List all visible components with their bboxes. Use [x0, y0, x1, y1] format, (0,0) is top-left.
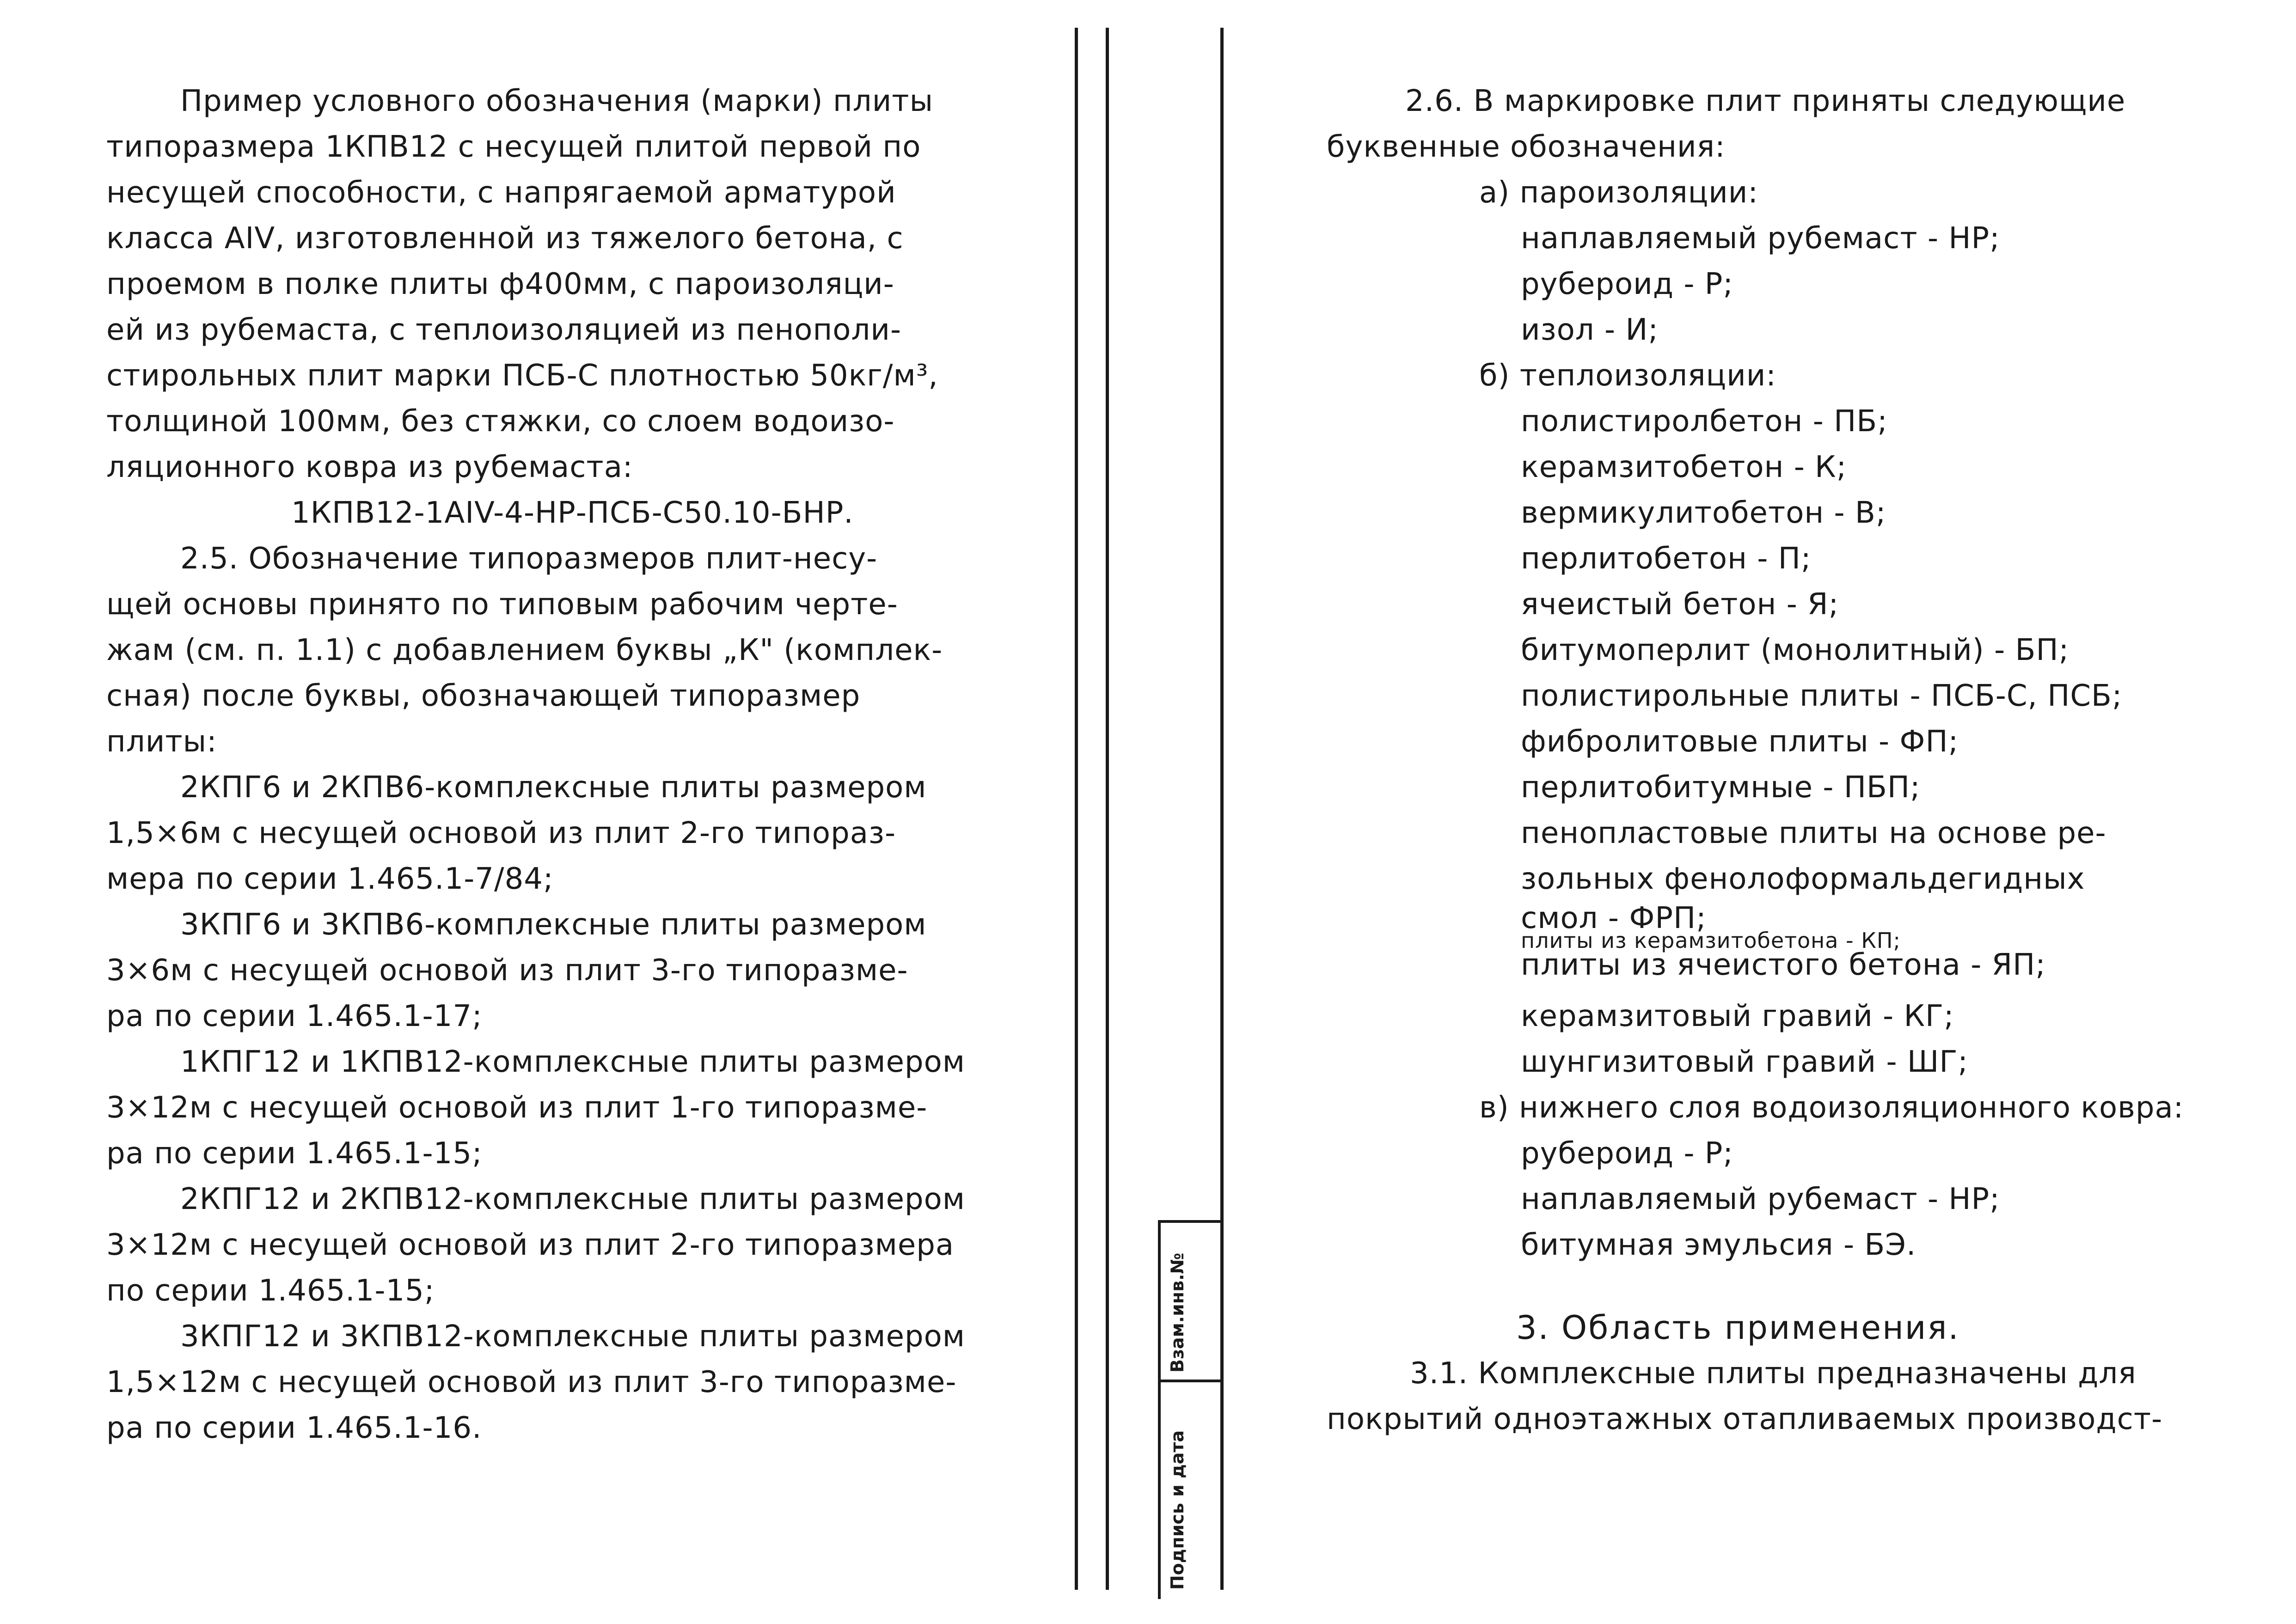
section-3-heading: 3. Область применения.: [1516, 1309, 1960, 1347]
left-text-column: [106, 79, 1026, 1451]
stamp-divider: [1158, 1380, 1223, 1382]
list-item: изол - И;: [1521, 313, 1659, 347]
list-header-b: б) теплоизоляции:: [1479, 359, 1776, 393]
text-line: 3×6м с несущей основой из плит 3-го типоразме-: [106, 953, 908, 988]
stamp-label-signature: Подпись и дата: [1167, 1430, 1188, 1590]
list-item: наплавляемый рубемаст - НР;: [1521, 1182, 2000, 1216]
right-text-column: [1327, 79, 2251, 1442]
list-item: плиты из ячеистого бетона - ЯП;: [1521, 948, 2046, 982]
text-line: Пример условного обозначения (марки) плиты: [180, 84, 934, 118]
text-line: толщиной 100мм, без стяжки, со слоем водоизо-: [106, 404, 895, 439]
list-item: зольных фенолоформальдегидных: [1521, 862, 2085, 896]
stamp-block: [1158, 1220, 1227, 1599]
text-line: покрытий одноэтажных отапливаемых производст-: [1327, 1402, 2163, 1436]
binding-line-2: [1106, 28, 1109, 1590]
list-item: вермикулитобетон - В;: [1521, 496, 1886, 530]
text-line: 3КПГ6 и 3КПВ6-комплексные плиты размером: [180, 908, 927, 942]
section-2-6: 2.6. В маркировке плит приняты следующие: [1405, 84, 2126, 118]
list-item: перлитобитумные - ПБП;: [1521, 770, 1921, 805]
text-line: 3×12м с несущей основой из плит 2-го типоразмера: [106, 1228, 955, 1262]
section-2-5: 2.5. Обозначение типоразмеров плит-несу-: [180, 542, 878, 576]
text-line: 2КПГ12 и 2КПВ12-комплексные плиты размером: [180, 1182, 965, 1216]
text-line: сная) после буквы, обозначающей типоразмер: [106, 679, 861, 713]
list-item: фибролитовые плиты - ФП;: [1521, 725, 1959, 759]
list-item: битумная эмульсия - БЭ.: [1521, 1228, 1916, 1262]
list-item: шунгизитовый гравий - ШГ;: [1521, 1045, 1968, 1079]
list-item: смол - ФРП;: [1521, 901, 1707, 935]
text-line: буквенные обозначения:: [1327, 130, 1726, 164]
list-item: перлитобетон - П;: [1521, 542, 1812, 576]
list-item: рубероид - Р;: [1521, 267, 1733, 301]
text-line: стирольных плит марки ПСБ-С плотностью 50кг/м³,: [106, 359, 938, 393]
list-header-a: а) пароизоляции:: [1479, 176, 1758, 210]
list-item: полистиролбетон - ПБ;: [1521, 404, 1888, 439]
stamp-border-left: [1158, 1220, 1161, 1599]
text-line: плиты:: [106, 725, 217, 759]
text-line: ра по серии 1.465.1-16.: [106, 1411, 482, 1445]
section-3-1: 3.1. Комплексные плиты предназначены для: [1410, 1356, 2137, 1391]
list-item: полистирольные плиты - ПСБ-С, ПСБ;: [1521, 679, 2123, 713]
designation-example: 1КПВ12-1AIV-4-НР-ПСБ-С50.10-БНР.: [291, 496, 854, 530]
list-item: ячеистый бетон - Я;: [1521, 587, 1839, 622]
text-line: ей из рубемаста, с теплоизоляцией из пенополи-: [106, 313, 902, 347]
text-line: 1,5×12м с несущей основой из плит 3-го типоразме-: [106, 1365, 957, 1399]
text-line: класса AIV, изготовленной из тяжелого бетона, с: [106, 221, 904, 256]
list-item: плиты из керамзитобетона - КП;: [1521, 928, 1901, 953]
list-item: керамзитобетон - К;: [1521, 450, 1847, 484]
list-item: наплавляемый рубемаст - НР;: [1521, 221, 2000, 256]
text-line: ляционного ковра из рубемаста:: [106, 450, 633, 484]
text-line: мера по серии 1.465.1-7/84;: [106, 862, 554, 896]
spacer: [1327, 1268, 2251, 1305]
text-line: щей основы принято по типовым рабочим черте-: [106, 587, 898, 622]
text-line: несущей способности, с напрягаемой арматурой: [106, 176, 896, 210]
list-header-c: в) нижнего слоя водоизоляционного ковра:: [1479, 1091, 2184, 1125]
text-line: 3×12м с несущей основой из плит 1-го типоразме-: [106, 1091, 928, 1125]
text-line: типоразмера 1КПВ12 с несущей плитой первой по: [106, 130, 921, 164]
text-line: ра по серии 1.465.1-15;: [106, 1136, 483, 1171]
text-line: 2КПГ6 и 2КПВ6-комплексные плиты размером: [180, 770, 927, 805]
list-item: рубероид - Р;: [1521, 1136, 1733, 1171]
text-line: 3КПГ12 и 3КПВ12-комплексные плиты размером: [180, 1319, 965, 1354]
list-item: пенопластовые плиты на основе ре-: [1521, 816, 2106, 850]
binding-line-1: [1075, 28, 1078, 1590]
text-line: по серии 1.465.1-15;: [106, 1274, 435, 1308]
stamp-label-replacement: Взам.инв.№: [1167, 1252, 1188, 1373]
list-item: керамзитовый гравий - КГ;: [1521, 999, 1954, 1033]
text-line: жам (см. п. 1.1) с добавлением буквы „К" (комплек-: [106, 633, 943, 667]
text-line: ра по серии 1.465.1-17;: [106, 999, 483, 1033]
list-item: битумоперлит (монолитный) - БП;: [1521, 633, 2069, 667]
text-line: 1,5×6м с несущей основой из плит 2-го типораз-: [106, 816, 896, 850]
text-line: 1КПГ12 и 1КПВ12-комплексные плиты размером: [180, 1045, 965, 1079]
stamp-border-top: [1158, 1220, 1223, 1223]
text-line: проемом в полке плиты ф400мм, с пароизоляци-: [106, 267, 894, 301]
